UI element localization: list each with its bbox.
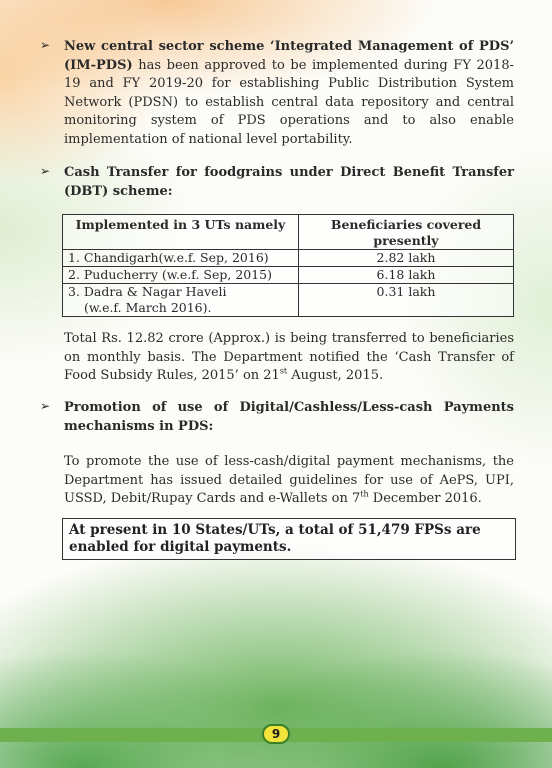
- digital-text: To promote the use of less-cash/digital payment mechanisms, the Department has issued detailed guidelines for use of AePS, UPI, USSD, Debit/Rupay Cards and e-Wallets on 7: [64, 454, 514, 506]
- highlight-box: At present in 10 States/UTs, a total of 51,479 FPSs are enabled for digital payments.: [62, 518, 516, 560]
- table-header-row: [63, 215, 514, 250]
- table-row: [63, 250, 514, 267]
- arrow-bullet-icon: ➢: [40, 399, 51, 413]
- arrow-bullet-icon: ➢: [40, 38, 51, 52]
- beneficiaries-cell: 6.18 lakh: [299, 267, 514, 284]
- bullet-im-pds-text: [64, 38, 514, 149]
- ut-cell: 2. Puducherry (w.e.f. Sep, 2015): [63, 267, 299, 284]
- header-implemented-in: Implemented in 3 UTs namely: [63, 215, 299, 250]
- dbt-sup: st: [279, 366, 288, 376]
- dbt-text-end: August, 2015.: [287, 368, 384, 383]
- beneficiaries-cell: 2.82 lakh: [299, 250, 514, 267]
- dbt-text: Total Rs. 12.82 crore (Approx.) is being transferred to beneficiaries on monthly basis. The Department notified the ‘Cash Transfer of Food Subsidy Rules, 2015’ on 21: [64, 331, 514, 383]
- bullet-digital-payments: [40, 399, 514, 436]
- ut-cell: [63, 284, 299, 317]
- bullet-im-pds-lead: New central sector scheme ‘Integrated Management of PDS’ (IM-PDS): [64, 39, 514, 73]
- bullet-dbt-heading: Cash Transfer for foodgrains under Direct Benefit Transfer (DBT) scheme:: [64, 165, 514, 199]
- beneficiaries-cell: 0.31 lakh: [299, 284, 514, 317]
- table-row: [63, 284, 514, 317]
- bullet-digital-heading: Promotion of use of Digital/Cashless/Less-cash Payments mechanisms in PDS:: [64, 400, 514, 434]
- ut-name: 3. Dadra & Nagar Haveli: [68, 284, 227, 299]
- dbt-transfer-paragraph: [64, 330, 514, 386]
- ut-cell: 1. Chandigarh(w.e.f. Sep, 2016): [63, 250, 299, 267]
- arrow-bullet-icon: ➢: [40, 164, 51, 178]
- table-row: [63, 267, 514, 284]
- header-beneficiaries: Beneficiaries covered presently: [299, 215, 514, 250]
- digital-payment-paragraph: [64, 453, 514, 509]
- beneficiaries-table: [62, 214, 514, 317]
- digital-sup: th: [360, 489, 369, 499]
- bullet-im-pds: [40, 38, 514, 149]
- page-number: 9: [262, 724, 290, 744]
- ut-effective-date: (w.e.f. March 2016).: [84, 300, 212, 315]
- bullet-im-pds-body: has been approved to be implemented during FY 2018-19 and FY 2019-20 for establishing Public Distribution System Network (PDSN) to establish central data repository and central monitoring system of PDS operations and to also enable implementation of national level portability.: [64, 57, 514, 147]
- digital-text-end: December 2016.: [368, 491, 482, 506]
- bullet-dbt: [40, 164, 514, 201]
